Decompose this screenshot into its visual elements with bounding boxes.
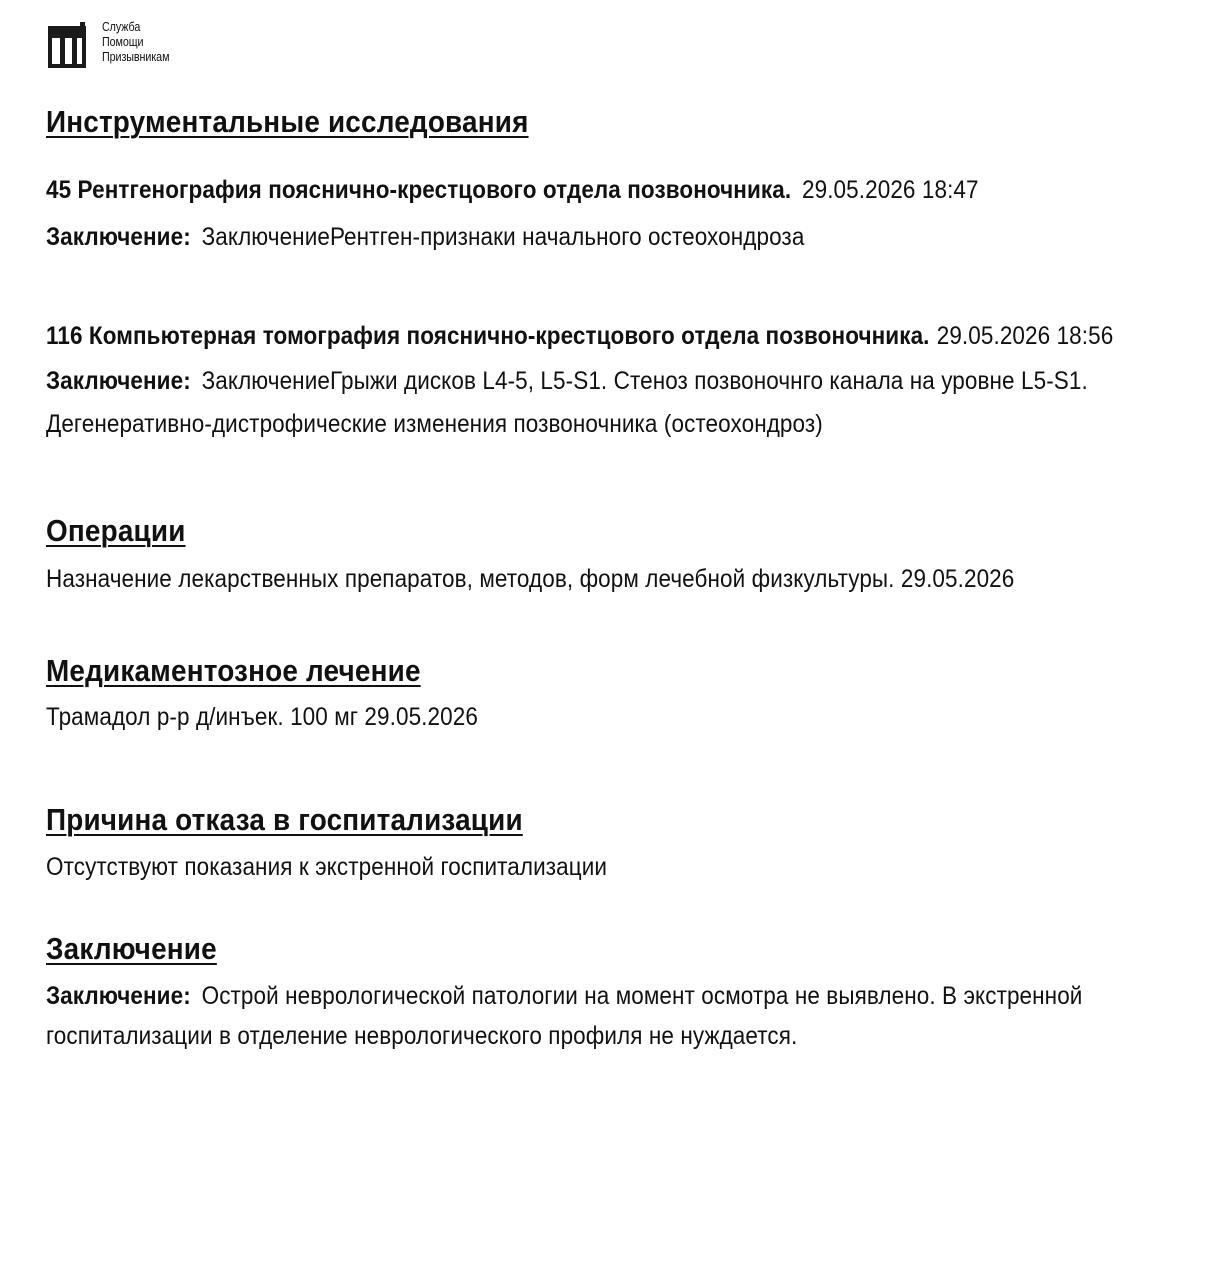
study-2-conclusion-cont: Дегенеративно-дистрофические изменения позвоночника (остеохондроз) <box>46 410 823 438</box>
logo-line-1: Служба <box>102 20 141 34</box>
study-2-datetime: 29.05.2026 18:56 <box>936 322 1114 350</box>
operations-text: Назначение лекарственных препаратов, методов, форм лечебной физкультуры. <box>46 565 895 593</box>
conclusion-text-2: госпитализации в отделение неврологического профиля не нуждается. <box>46 1022 798 1050</box>
operations-line <box>46 565 1014 594</box>
study-1-conclusion-label: Заключение: <box>46 223 191 251</box>
study-2-conclusion-line <box>46 367 1088 396</box>
medication-text: Трамадол р-р д/инъек. 100 мг 29.05.2026 <box>46 703 478 731</box>
study-1-conclusion-text: ЗаключениеРентген-признаки начального остеохондроза <box>201 223 805 251</box>
logo-line-2: Помощи <box>102 35 144 49</box>
conclusion-line-1 <box>46 982 1082 1011</box>
conclusion-heading: Заключение <box>46 931 217 966</box>
study-1-title-line <box>46 176 979 205</box>
conclusion-text-1: Острой неврологической патологии на момент осмотра не выявлено. В экстренной <box>201 982 1083 1010</box>
study-2-title-line <box>46 322 1113 351</box>
study-1-title: 45 Рентгенография пояснично-крестцового отдела позвоночника. <box>46 176 792 204</box>
conclusion-label: Заключение: <box>46 982 191 1010</box>
refusal-text: Отсутствуют показания к экстренной госпитализации <box>46 853 608 881</box>
logo <box>48 20 180 70</box>
logo-mark-icon <box>48 20 88 70</box>
operations-heading: Операции <box>46 513 186 548</box>
logo-text <box>102 20 169 65</box>
study-1-conclusion-line <box>46 223 804 252</box>
logo-line-3: Призывникам <box>102 50 170 64</box>
study-1-datetime: 29.05.2026 18:47 <box>802 176 979 204</box>
study-2-title: 116 Компьютерная томография пояснично-крестцового отдела позвоночника. <box>46 322 930 350</box>
study-2-conclusion-label: Заключение: <box>46 367 191 395</box>
refusal-heading: Причина отказа в госпитализации <box>46 802 523 837</box>
operations-date: 29.05.2026 <box>900 565 1015 593</box>
study-2-conclusion-text: ЗаключениеГрыжи дисков L4-5, L5-S1. Стеноз позвоночнго канала на уровне L5-S1. <box>201 367 1088 395</box>
instrumental-heading: Инструментальные исследования <box>46 104 529 139</box>
medication-heading: Медикаментозное лечение <box>46 653 421 688</box>
